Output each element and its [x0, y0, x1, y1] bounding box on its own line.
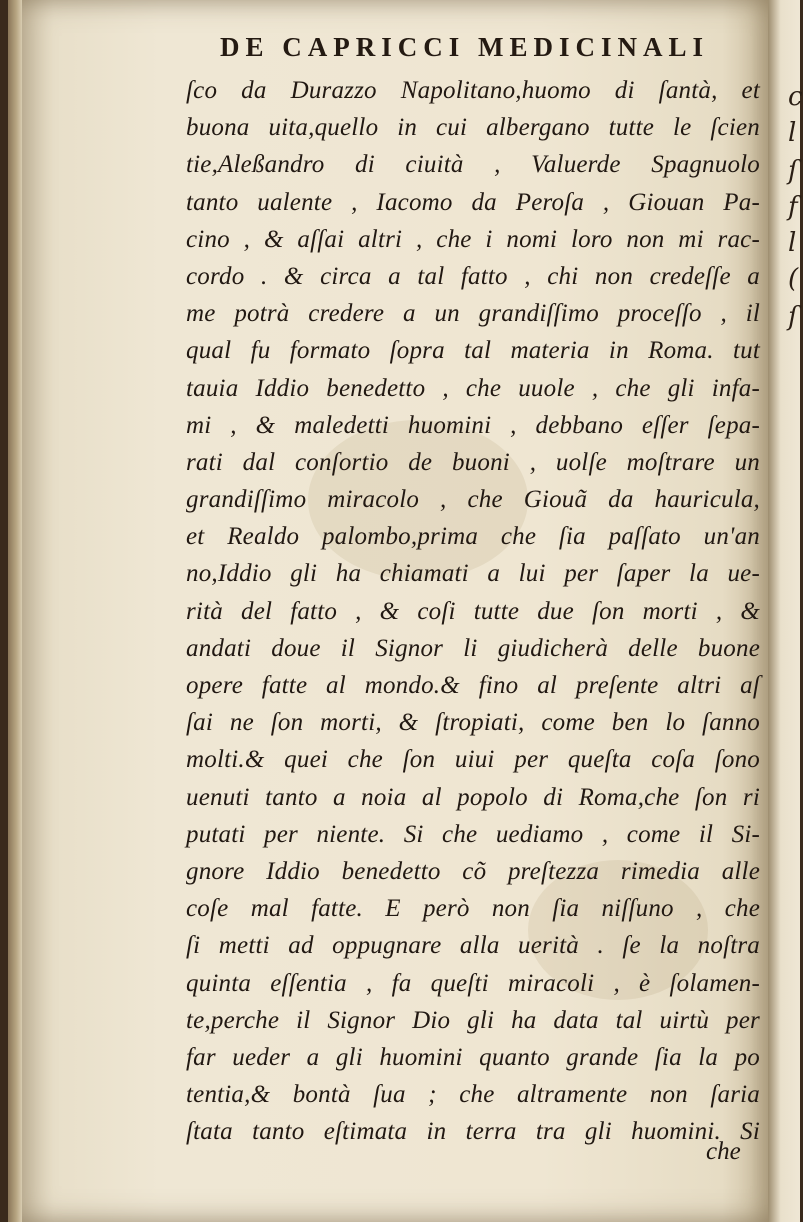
facing-page-glyph: (	[788, 264, 799, 294]
text-line: grandiſſimo miracolo , che Giouã da hauricula,	[186, 486, 760, 514]
text-line: et Realdo palombo,prima che ſia paſſato un'an	[186, 523, 760, 551]
text-line: molti.& quei che ſon uiui per queſta coſa ſono	[186, 746, 760, 774]
text-line: tie,Aleßandro di ciuità , Valuerde Spagnuolo	[186, 151, 760, 179]
facing-page-glyph: f	[788, 192, 798, 222]
text-line: ſi metti ad oppugnare alla uerità . ſe la noſtra	[186, 932, 760, 960]
text-line: tanto ualente , Iacomo da Peroſa , Giouan Pa-	[186, 188, 760, 216]
text-line: ſai ne ſon morti, & ſtropiati, come ben lo ſanno	[186, 709, 760, 737]
text-line: cino , & aſſai altri , che i nomi loro non mi rac-	[186, 225, 760, 253]
text-line: cordo . & circa a tal fatto , chi non credeſſe a	[186, 262, 760, 290]
facing-page-glyph: ſ	[788, 156, 798, 186]
text-line: ſtata tanto eſtimata in terra tra gli huomini. Si	[186, 1118, 760, 1146]
facing-page-glyph: l	[788, 118, 797, 148]
text-line: andati doue il Signor li giudicherà delle buone	[186, 634, 760, 662]
facing-page-glyph: c	[788, 82, 803, 112]
text-line: gnore Iddio benedetto cõ preſtezza rimedia alle	[186, 857, 760, 885]
catchword: che	[706, 1138, 741, 1165]
text-line: quinta eſſentia , fa queſti miracoli , è ſolamen-	[186, 969, 760, 997]
text-line: qual fu formato ſopra tal materia in Roma. tut	[186, 337, 760, 365]
text-line: putati per niente. Si che uediamo , come il Si-	[186, 820, 760, 848]
page-body-text	[186, 72, 760, 1150]
text-line: no,Iddio gli ha chiamati a lui per ſaper la ue-	[186, 560, 760, 588]
text-line: te,perche il Signor Dio gli ha data tal uirtù per	[186, 1006, 760, 1034]
running-header: DE CAPRICCI MEDICINALI	[220, 32, 710, 62]
text-line: ſco da Durazzo Napolitano,huomo di ſantà, et	[186, 77, 760, 104]
facing-page-glyph: l	[788, 228, 797, 258]
text-line: tauia Iddio benedetto , che uuole , che gli infa-	[186, 374, 760, 402]
text-line: opere fatte al mondo.& fino al preſente altri aſ	[186, 672, 760, 699]
page-binding-edge	[8, 0, 22, 1222]
text-line: far ueder a gli huomini quanto grande ſia la po	[186, 1043, 760, 1071]
text-line: buona uita,quello in cui albergano tutte le ſcien	[186, 114, 760, 142]
facing-page-glyph: ſ	[788, 302, 798, 332]
text-line: tentia,& bontà ſua ; che altramente non ſaria	[186, 1081, 760, 1109]
text-line: rati dal conſortio de buoni , uolſe moſtrare un	[186, 448, 760, 476]
text-line: rità del fatto , & coſi tutte due ſon morti , &	[186, 597, 760, 625]
text-line: mi , & maledetti huomini , debbano eſſer ſepa-	[186, 411, 760, 439]
text-line: me potrà credere a un grandiſſimo proceſſo , il	[186, 300, 760, 328]
text-line: coſe mal fatte. E però non ſia niſſuno , che	[186, 895, 760, 923]
text-line: uenuti tanto a noia al popolo di Roma,che ſon ri	[186, 783, 760, 811]
facing-page-edge	[768, 0, 803, 1222]
